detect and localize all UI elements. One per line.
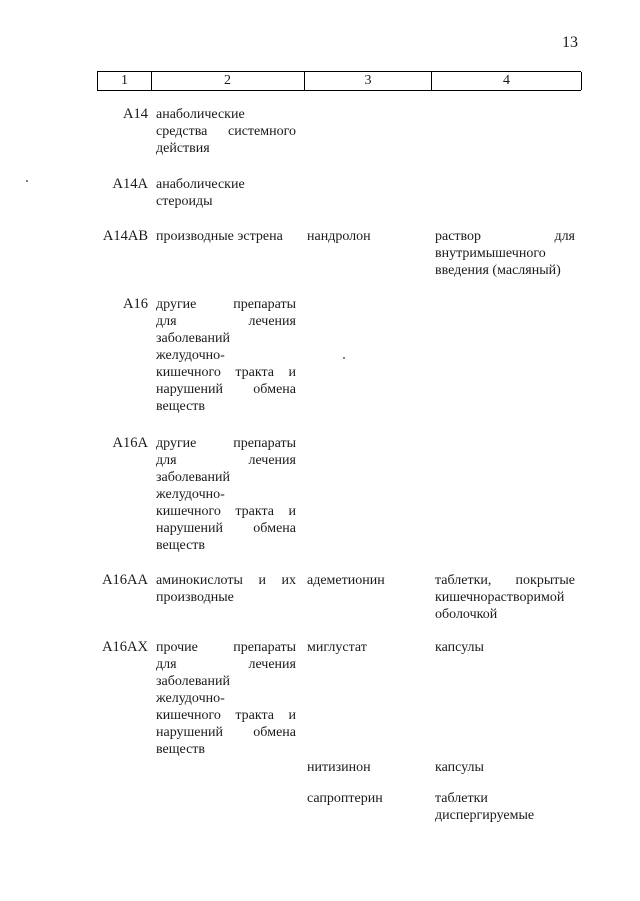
- scan-speck: [26, 180, 28, 182]
- desc-line: средства системного: [156, 124, 296, 139]
- desc-line: заболеваний: [156, 331, 230, 346]
- atc-description: [156, 435, 296, 554]
- table-header: [97, 71, 581, 91]
- desc-line: производные: [156, 590, 234, 605]
- atc-code: A16A: [112, 435, 148, 451]
- desc-line: анаболические: [156, 177, 245, 192]
- atc-description: [156, 639, 296, 758]
- scan-speck: [343, 357, 345, 359]
- atc-description: [156, 228, 296, 245]
- atc-description: [156, 572, 296, 606]
- drug-name: миглустат: [307, 640, 367, 655]
- atc-code: A14AB: [102, 228, 148, 244]
- desc-line: веществ: [156, 538, 206, 553]
- desc-line: анаболические: [156, 107, 245, 122]
- form-line: таблетки: [435, 791, 488, 806]
- dosage-form: [435, 759, 575, 776]
- form-line: кишечнорастворимой: [435, 590, 565, 605]
- dosage-form: [435, 228, 575, 279]
- form-line: диспергируемые: [435, 808, 535, 823]
- form-line: таблетки, покрытые: [435, 573, 575, 588]
- desc-line: кишечного тракта и: [156, 504, 296, 519]
- desc-line: действия: [156, 141, 210, 156]
- desc-line: заболеваний: [156, 674, 230, 689]
- header-col-4: 4: [432, 72, 582, 90]
- desc-line: желудочно-: [156, 487, 225, 502]
- desc-line: для лечения: [156, 657, 296, 672]
- desc-line: аминокислоты и их: [156, 573, 296, 588]
- drug-name: сапроптерин: [307, 791, 383, 806]
- desc-line: стероиды: [156, 194, 213, 209]
- desc-line: заболеваний: [156, 470, 230, 485]
- desc-line: кишечного тракта и: [156, 365, 296, 380]
- dosage-form: [435, 639, 575, 656]
- desc-line: веществ: [156, 399, 206, 414]
- atc-code: A16: [123, 296, 148, 312]
- desc-line: для лечения: [156, 314, 296, 329]
- form-line: оболочкой: [435, 607, 498, 622]
- form-line: капсулы: [435, 640, 484, 655]
- desc-line: нарушений обмена: [156, 521, 296, 536]
- header-col-3: 3: [305, 72, 432, 90]
- desc-line: прочие препараты: [156, 640, 296, 655]
- form-line: введения (масляный): [435, 263, 561, 278]
- atc-description: [156, 176, 296, 210]
- atc-code: A16AX: [102, 639, 148, 655]
- page-number: 13: [562, 34, 578, 51]
- atc-description: [156, 106, 296, 157]
- desc-line: нарушений обмена: [156, 725, 296, 740]
- atc-code: A14: [123, 106, 148, 122]
- atc-code: A16AA: [102, 572, 148, 588]
- desc-line: желудочно-: [156, 348, 225, 363]
- desc-line: нарушений обмена: [156, 382, 296, 397]
- atc-code: A14A: [112, 176, 148, 192]
- desc-line: для лечения: [156, 453, 296, 468]
- drug-name: нандролон: [307, 229, 371, 244]
- form-line: внутримышечного: [435, 246, 546, 261]
- desc-line: производные эстрена: [156, 229, 283, 244]
- desc-line: желудочно-: [156, 691, 225, 706]
- header-col-2: 2: [151, 72, 305, 90]
- desc-line: другие препараты: [156, 436, 296, 451]
- dosage-form: [435, 790, 575, 824]
- form-line: раствор для: [435, 229, 575, 244]
- dosage-form: [435, 572, 575, 623]
- desc-line: другие препараты: [156, 297, 296, 312]
- drug-name: адеметионин: [307, 573, 385, 588]
- header-col-1: 1: [97, 72, 152, 90]
- desc-line: веществ: [156, 742, 206, 757]
- atc-description: [156, 296, 296, 415]
- drug-name: нитизинон: [307, 760, 371, 775]
- form-line: капсулы: [435, 760, 484, 775]
- desc-line: кишечного тракта и: [156, 708, 296, 723]
